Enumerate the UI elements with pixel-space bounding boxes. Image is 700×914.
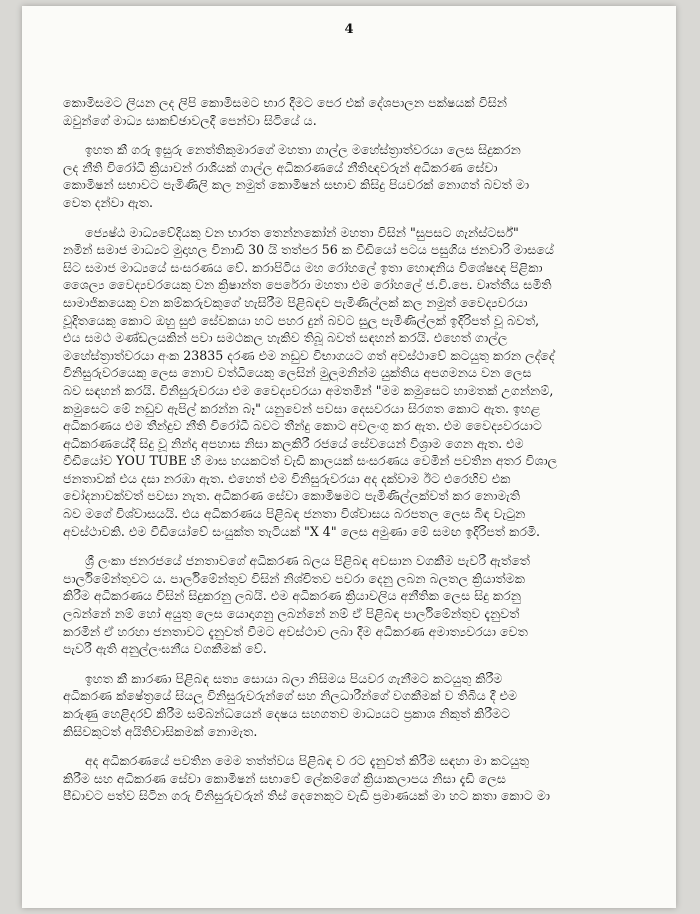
text-line: අධිකරණය එම තීන්දුව නීති විරෝධී බවට තීන්දු කොට අවලංගු කර ඇත. එම වෛද්‍යවරයාට xyxy=(63,418,542,434)
text-line: කරමින් ඒ හරහා ජනතාවට දැනුවත් වීමට අවස්ථාව ලබා දීම අධිකරණ අමාත්‍යවරයා වෙත xyxy=(63,623,528,639)
text-line: කොමිසමට ලියන ලද ලිපි කොමිසමට භාර දීමට පෙර එක් දේශපාලන පක්ෂයක් විසින් xyxy=(63,95,507,110)
text-line: අධිකරණ ක්ෂේත්‍රයේ සියලු විනිසුරුවරුන්ගේ සහ නිලධාරීන්ගේ වගකීමක් ව තිබිය දී එම xyxy=(63,688,518,704)
text-line: ජනතාවක් එය දසා නරඹා ඇත. එහෙත් එම විනිසුරුවරයා අද දක්වාම ඊට එරෙහිව එක xyxy=(63,470,511,486)
page-number: 4 xyxy=(344,22,354,37)
text-line: අවස්ථාවකි. එම වීඩියෝවේ සංයුක්ත තැටියක් "X 4" ලෙස අමුණා මේ සමඟ ඉදිරිපත් කරමි. xyxy=(63,523,541,539)
text-line: ශෛල්‍ය වෛද්‍යවරයෙකු වන ක්‍රිෂාන්ත පෙරේරා මහතා එම රෝහලේ ජ.වි.පෙ. වෘත්තීය සමිති xyxy=(63,277,552,293)
text-line: එය සමථ මණ්ඩලයකින් පවා සමථකල හැකිව තිබූ බවත් සඳහන් කරයි. එහෙත් ගාල්ල xyxy=(63,330,508,346)
text-line: බව මගේ විශ්වාසයයි. එය අධිකරණය පිළිබඳ ජනතා විශ්වාසය බරපතල ලෙස බිඳ වැටුන xyxy=(63,506,526,522)
text-line: පීඩාවට පත්ව සිටින ගරු විනිසුරුවරුන් තිස් දෙනෙකුට වැඩි ප්‍රමාණයක් මා හට කතා කොට මා xyxy=(63,788,551,804)
text-line: කොමිෂන් සභාවට පැමිණිලි කල නමුත් කොමිෂන් සභාව කිසිදු පියවරක් නොගත් බවත් මා xyxy=(63,177,530,193)
text-line: වෙත දන්වා ඇත. xyxy=(63,194,154,210)
text-line: සාමාජිකයෙකු වන කම්කරුවකුගේ හැසිරීම පිළිබඳව පැමිණිල්ලක් කල නමුත් වෛද්‍යවරයා xyxy=(63,294,528,310)
text-line: කරුණු හෙළිදරව් කිරීම සම්බන්ධයෙන් දෙෂය සහගතව මාධ්‍යයට ප්‍රකාශ නිකුත් කිරීමට xyxy=(63,706,511,721)
text-line: ලද නීති විරෝධී ක්‍රියාවන් රාශියක් ගාල්ල අධිකරණයේ නීතිඥවරුන් අධිකරණ සේවා xyxy=(63,159,498,175)
text-line: වීඩියෝව YOU TUBE හි මාස හයකටත් වැඩි කාලයක් සංසරණය වෙමින් පවතින අතර විශාල xyxy=(63,453,558,469)
text-line: ඉහත කී ගරු ඉසුරු නෙත්තිකුමාරගේ මහතා ගාල්ල මහේස්ත්‍රාත්වරයා ලෙස සිදුකරන xyxy=(85,142,521,158)
text-line: පැවරී ඇති අනුල්ලංඝනීය වගකීමක් වේ. xyxy=(63,641,267,657)
text-line: ඔවුන්ගේ මාධ්‍ය සාකච්ඡාවලදී පෙන්වා සිටියේ ය. xyxy=(63,112,317,128)
text-line: කිසිවකුටත් අයිතිවාසිකමක් නොමැත. xyxy=(63,723,258,739)
paragraph xyxy=(63,670,639,740)
text-line: කිරීම සහ අධිකරණ සේවා කොමිෂන් සභාවේ ලේකම්ගේ ක්‍රියාකලාපය නිසා දැඩි ලෙස xyxy=(63,770,506,786)
paragraph xyxy=(63,141,639,211)
text-line: ශ්‍රී ලංකා ජනරජයේ ජනතාවගේ අධිකරණ බලය පිළිබඳ අවසාන වගකීම පැවරී ඇත්තේ xyxy=(85,553,531,569)
text-line: ඉහත කී කාරණා පිළිබඳ සත්‍ය සොයා බලා නිසිමය පියවර ගැනීමට කටයුතු කිරීම xyxy=(85,670,503,686)
text-line: වූදිතයෙකු කොට ඔහු සුළු සේවකයා හට පහර දුන් බවට සුලු පැමිණිල්ලක් ඉදිරිපත් වූ බවත්, xyxy=(63,312,540,328)
paragraph xyxy=(63,94,639,129)
text-line: විනිසුරුවරයෙකු ලෙස නොව වත්ධියෙකු ලෙසින් මුලුමනින්ම යුක්තිය අපගමනය වන ලෙස xyxy=(63,365,532,381)
text-line: අධිකරණයේදී සිදු වූ නින්දා අපහාස නිසා කලකිරී රජයේ සේවයෙන් විශ්‍රාම ගෙන ඇත. එම xyxy=(63,435,524,451)
text-line: අද අධිකරණයේ පවතින මෙම තත්ත්වය පිළිබඳ ව රට දැනුවත් කිරීම සඳහා මා කටයුතු xyxy=(85,753,530,769)
text-line: කිරීම අධිකරණය විසින් සිදුකරනු ලබයි. එම අධිකරණ ක්‍රියාවලිය අනීතික ලෙස සිදු කරනු xyxy=(63,588,521,604)
document-body xyxy=(63,94,639,817)
text-line: සිට සමාජ මාධ්‍යයේ සංසරණය වේ. කරාපිටිය මහ රෝහලේ ඉතා හොඳනිය විශේෂඥ පිළිකා xyxy=(63,259,543,275)
text-line: ලබන්නේ නම් හෝ අයුතු ලෙස යොදාගනු ලබන්නේ නම් ඒ පිළිබඳ පාර්ලිමේන්තුව දැනුවත් xyxy=(63,606,520,622)
text-line: නමින් සමාජ මාධ්‍යට මුදාහල විනාඩි 30 යි තත්පර 56 ක වීඩියෝ පටය පසුගිය ජනවාරි මාසයේ xyxy=(63,242,554,258)
text-line: පාර්ලිමේන්තුවට ය. පාර්ලිමේන්තුව විසින් නිශ්චිතව පවරා දෙනු ලබන බලතල ක්‍රියාත්මක xyxy=(63,570,526,586)
text-line: ජ්‍යෙෂ්ඨ මාධ්‍යවේදියකු වන භාරත තෙන්නකෝන් මහතා විසින් "සුපසට ගැන්ස්ටර්ස්" xyxy=(85,224,519,240)
text-line: කමුසෙට මේ නඩුව ඇපිල් කරන්න බෑ" යනුවෙන් පවසා දෙසවරයා සිරගත කොට ඇත. ඉහළ xyxy=(63,400,541,416)
document-page xyxy=(22,6,676,908)
text-line: මහේස්ත්‍රාත්වරයා අංක 23835 දරණ එම නඩුව විභාගයට ගත් අවස්ථාවේ කටයුතු කරන ලද්දේ xyxy=(63,347,555,363)
paragraph xyxy=(63,224,639,541)
paragraph xyxy=(63,752,639,805)
text-line: චෝදනාවක්වත් පවසා නැත. අධිකරණ සේවා කොමිෂමට පැමිණිල්ලක්වත් කර නොමැති xyxy=(63,488,521,504)
text-line: බව සඳහන් කරයි. විනිසුරුවරයා එම වෛද්‍යවරයා අමතමින් "මම කමුසෙට හාමතක් උගන්නම්, xyxy=(63,382,554,398)
paragraph xyxy=(63,552,639,658)
